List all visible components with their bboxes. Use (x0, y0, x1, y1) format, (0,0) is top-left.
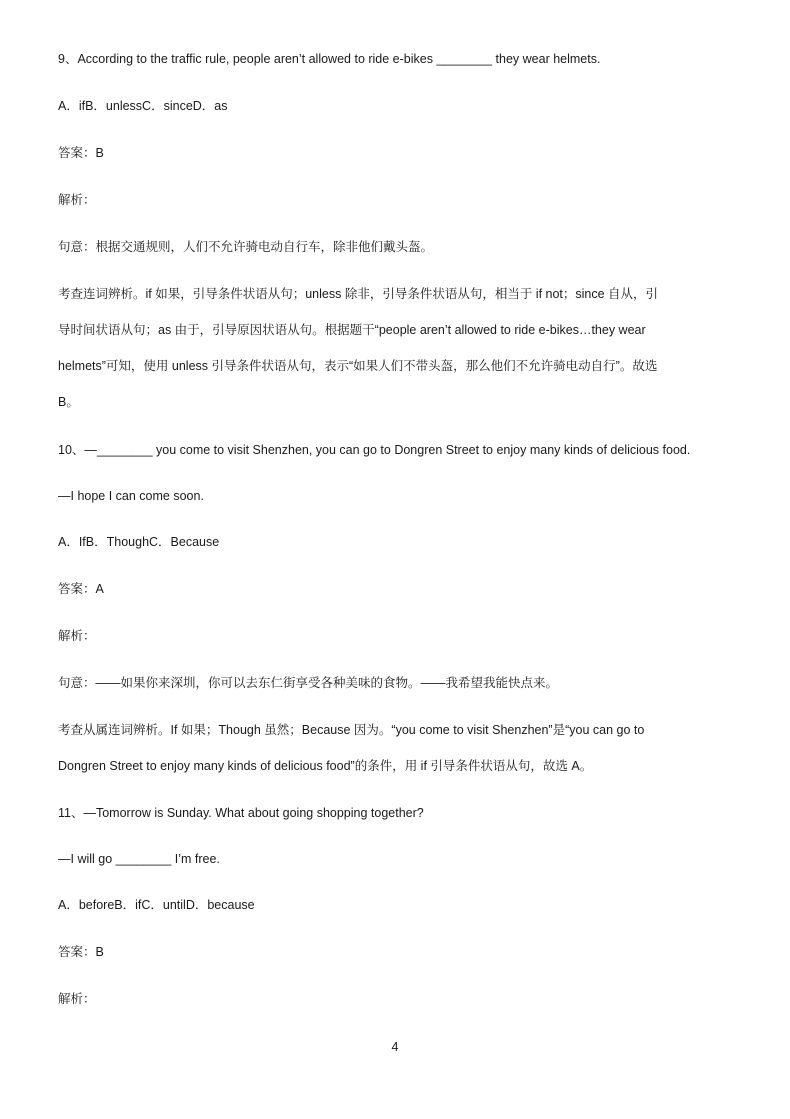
question-10-analysis-label: 解析： (58, 629, 96, 643)
question-10-translation: 句意：——如果你来深圳，你可以去东仁街享受各种美味的食物。——我希望我能快点来。 (58, 676, 559, 690)
question-11-options: A．beforeB．ifC．untilD．because (58, 898, 255, 912)
question-9-answer: 答案：B (58, 146, 104, 160)
question-10-stem: 10、—________ you come to visit Shenzhen, you can go to Dongren Street to enjoy many kinds of delicious food. (58, 443, 691, 457)
question-9-translation: 句意：根据交通规则，人们不允许骑电动自行车，除非他们戴头盔。 (58, 240, 434, 254)
question-11-reply: —I will go ________ I’m free. (58, 852, 220, 866)
question-11-stem: 11、—Tomorrow is Sunday. What about going shopping together? (58, 806, 424, 820)
question-9-options: A．ifB．unlessC．sinceD．as (58, 99, 228, 113)
question-9-analysis-label: 解析： (58, 193, 96, 207)
question-10-options: A．IfB．ThoughC．Because (58, 535, 220, 549)
question-9-explanation-line-3: helmets”可知，使用 unless 引导条件状语从句，表示“如果人们不带头盔，那么他们不允许骑电动自行”。故选 (58, 359, 658, 373)
question-9-explanation-line-1: 考查连词辨析。if 如果，引导条件状语从句；unless 除非，引导条件状语从句，相当于 if not；since 自从，引 (58, 287, 659, 301)
question-11-analysis-label: 解析： (58, 992, 96, 1006)
question-9-stem: 9、According to the traffic rule, people aren’t allowed to ride e-bikes ________ they wear helmets. (58, 52, 601, 66)
question-10-explanation-line-1: 考查从属连词辨析。If 如果；Though 虽然；Because 因为。“you come to visit Shenzhen”是“you can go to (58, 723, 645, 737)
page-number: 4 (391, 1040, 399, 1054)
question-10-answer: 答案：A (58, 582, 104, 596)
question-11-answer: 答案：B (58, 945, 104, 959)
question-10-reply: —I hope I can come soon. (58, 489, 204, 503)
question-9-explanation-line-2: 导时间状语从句；as 由于，引导原因状语从句。根据题干“people aren’t allowed to ride e-bikes…they wear (58, 323, 646, 337)
question-9-explanation-line-4: B。 (58, 395, 79, 409)
question-10-explanation-line-2: Dongren Street to enjoy many kinds of delicious food”的条件，用 if 引导条件状语从句，故选 A。 (58, 759, 593, 773)
